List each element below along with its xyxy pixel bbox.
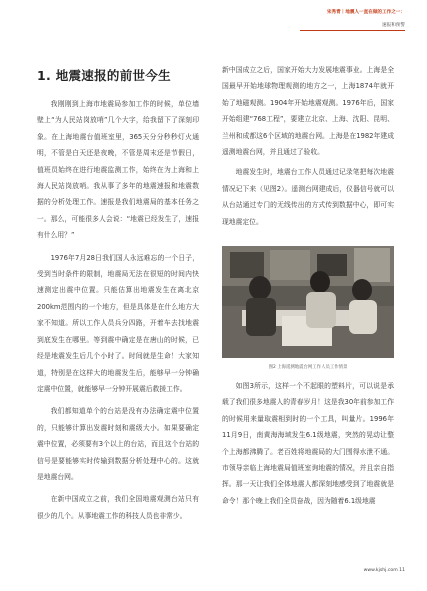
- header-section: 速报和预警: [382, 23, 405, 28]
- paragraph: 我们都知道单个的台站是没有办法确定震中位置的，只能够计算出发震时刻和震级大小。如果要确定震中位置，必须要有3个以上的台站，而且这个台站的信号是要能够实时传输到数据分析处理中心的。这就是地震台网。: [37, 407, 199, 481]
- page-footer: www.kjshj.com 11: [363, 568, 405, 573]
- header-divider: [300, 30, 405, 31]
- left-column: [37, 96, 199, 524]
- right-column-bottom: [222, 378, 394, 509]
- right-column-top: [222, 62, 394, 230]
- photo-illustration: [222, 246, 394, 358]
- paragraph: 1976年7月28日我们国人永远难忘的一个日子，受到当时条件的限制，地震局无法在很短的时间内快速测定出震中位置。只能估算出地震发生在离北京200km范围内的一个地方，但是具体是在什么地方大家不知道。所以工作人员兵分四路，开着车去找地震到底发生在哪里。等到震中确定是在唐山的时候，已经是地震发生后几个小时了。时间就是生命！大家知道，特别是在这样大的地震发生后，能够早一分钟确定震中位置，就能够早一分钟开展震后救援工作。: [37, 253, 199, 393]
- header-authors: 宋秀青｜地震人一直在做的工作之一：: [326, 10, 405, 15]
- section-title: 1. 地震速报的前世今生: [37, 68, 171, 83]
- paragraph: 如图3所示，这样一个不起眼的塑料片，可以说是承载了我们很多地震人的青春岁月！这是我30年前参加工作的时候用来量取震相到时的一个工具，叫量片。1996年11月9日，南黄海海域发生6.1级地震，突然的晃动让整个上海都沸腾了。老百姓将地震局的大门围得水泄不通。市领导亲临上海地震局值班室询地震的情况，并且亲自指挥。那一天让我们全体地震人都深刻地感受到了地震就是命令！那个晚上我们全员奋战，因为随着6.1级地震: [222, 382, 394, 505]
- photo-caption: 图2 上海遥测地震台网工作人员工作情景: [268, 365, 348, 370]
- historic-photo: [222, 246, 394, 358]
- paragraph: 地震发生时，地震台工作人员通过记录笔把每次地震情况记下来（见图2）。遥测台网建成后，仪器信号就可以从台站通过专门的无线传出的方式传到数据中心，即可实现地震定位。: [222, 168, 394, 226]
- paragraph: 在新中国成立之前，我们全国地震观测台站只有很少的几个。从事地震工作的科技人员也非常少。: [37, 495, 199, 520]
- paragraph: 新中国成立之后，国家开始大力发展地震事业。上海是全国最早开始地球物理观测的地方之一，上海1874年就开始了地磁观测。1904年开始地震观测。1976年后，国家开始组建“768工程”，要建立北京、上海、沈阳、昆明、兰州和成都这6个区域的地震台网。上海是在1982年建成遥测地震台网，并且通过了验收。: [222, 66, 394, 157]
- paragraph: 我刚刚到上海市地震局参加工作的时候，单位墙壁上“为人民站岗放哨”几个大字，给我留下了深刻印象。在上海地震台值班室里，365天分分秒秒灯火通明，不管是白天还是夜晚，不管是周末还是节假日，值班员始终在进行地震监测工作，始终在为上海和上海人民站岗放哨。我从事了多年的地震速报和地震数据的分析处理工作。速报是我们地震局的基本任务之一。那么，可能很多人会说：“地震已经发生了，速报有什么用？”: [37, 100, 199, 240]
